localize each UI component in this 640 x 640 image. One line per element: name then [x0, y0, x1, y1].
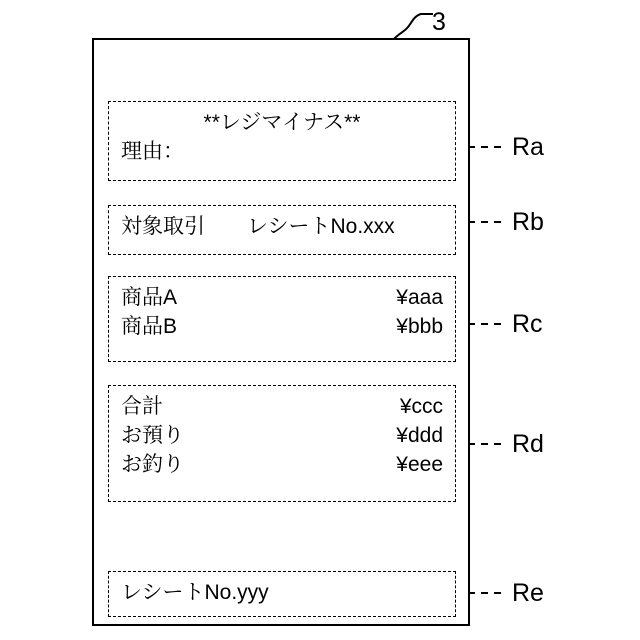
tendered-value: ¥ddd [396, 424, 443, 447]
receipt-number-footer: レシートNo.yyy [121, 581, 269, 604]
section-ra-line-2 [121, 137, 443, 166]
section-re-line-1 [121, 578, 443, 607]
item-b-price: ¥bbb [396, 315, 443, 338]
receipt-section-rc [108, 276, 456, 362]
section-rc-line-1 [121, 283, 443, 312]
item-a-price: ¥aaa [396, 286, 443, 309]
callout-label-rc: Rc [512, 310, 543, 338]
section-rd-line-2 [121, 421, 443, 450]
receipt-section-re [108, 571, 456, 617]
receipt-section-ra [108, 101, 456, 181]
section-rd-line-1 [121, 392, 443, 421]
total-label: 合計 [121, 395, 163, 418]
tendered-label: お預り [121, 424, 184, 447]
section-rc-line-2 [121, 312, 443, 341]
receipt-section-rd [108, 385, 456, 502]
item-a-name: 商品A [121, 286, 178, 309]
callout-label-re: Re [512, 579, 544, 607]
total-value: ¥ccc [399, 395, 443, 418]
figure-reference-number: 3 [432, 8, 446, 36]
section-rb-line-1 [121, 212, 443, 241]
change-label: お釣り [121, 453, 184, 476]
section-ra-line-1 [121, 108, 443, 137]
section-ra-reason-label: 理由： [121, 140, 184, 163]
item-b-name: 商品B [121, 315, 178, 338]
callout-label-rd: Rd [512, 430, 544, 458]
section-ra-title: **レジマイナス** [203, 111, 361, 134]
section-rb-target-label: 対象取引 [121, 215, 205, 238]
callout-label-ra: Ra [512, 133, 544, 161]
section-rd-line-3 [121, 450, 443, 479]
change-value: ¥eee [396, 453, 443, 476]
receipt-section-rb [108, 205, 456, 255]
section-rb-receipt-number: レシートNo.xxx [247, 215, 395, 238]
callout-label-rb: Rb [512, 208, 544, 236]
